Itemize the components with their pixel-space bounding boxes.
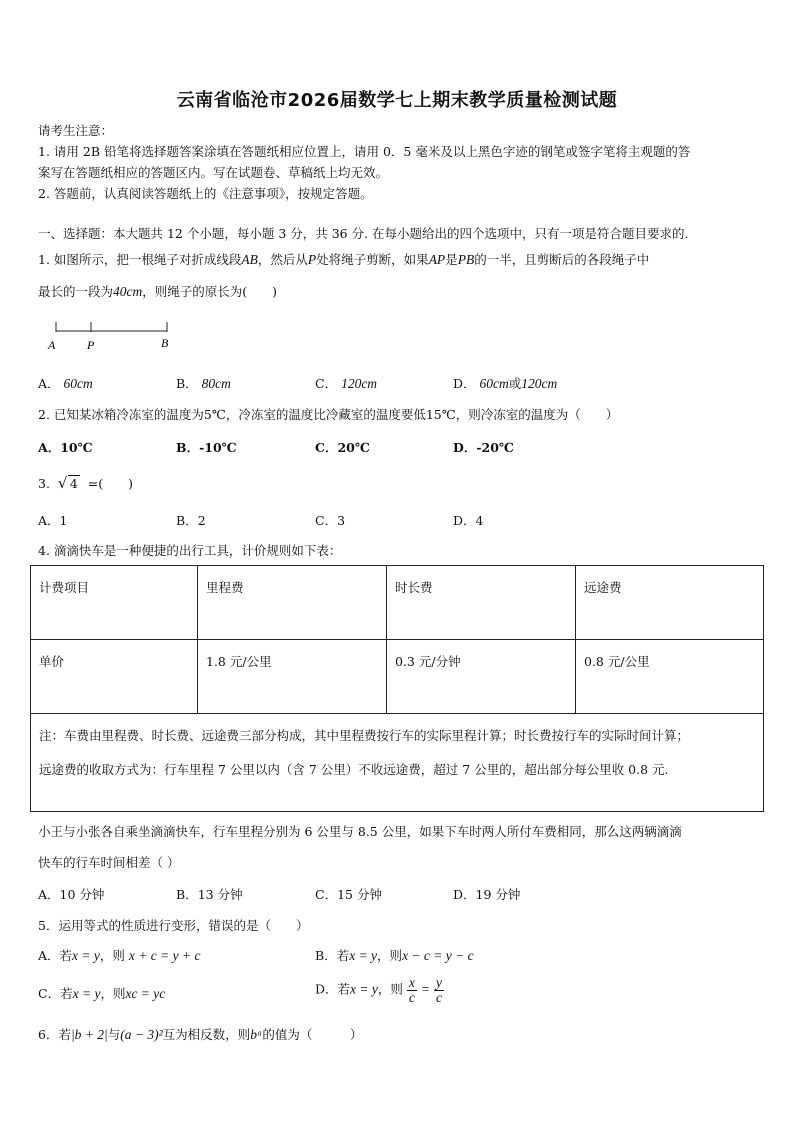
- then-word: ，则: [377, 948, 403, 963]
- option-letter: C．: [315, 513, 338, 528]
- notice-heading: 请考生注意：: [38, 123, 114, 138]
- q3-option-b[interactable]: [176, 511, 206, 529]
- option-value: 2: [197, 513, 206, 528]
- option-letter: B．: [176, 440, 200, 455]
- numerator: x: [408, 975, 415, 990]
- denominator: c: [408, 989, 415, 1005]
- q4-option-c[interactable]: [315, 885, 382, 903]
- numerator: y: [435, 975, 442, 990]
- q6-mid1: 与: [107, 1027, 121, 1042]
- q2-option-a[interactable]: [38, 438, 93, 456]
- q1-option-c[interactable]: [315, 374, 377, 392]
- square-expression: (a − 3)²: [120, 1027, 163, 1042]
- option-value: 15 分钟: [337, 887, 382, 902]
- notice-item-2: 2. 答题前，认真阅读答题纸上的《注意事项》，按规定答题。: [38, 186, 373, 201]
- q6-mid2: 互为相反数，则: [162, 1027, 251, 1042]
- option-letter: D．: [453, 887, 476, 902]
- question-6: [38, 1025, 362, 1043]
- condition: x = y: [349, 948, 378, 963]
- option-letter: A．: [38, 887, 60, 902]
- option-letter: D．: [453, 376, 476, 391]
- option-value: 20℃: [337, 440, 370, 455]
- q6-pre: 6．若: [38, 1027, 71, 1042]
- abs-expression: |b + 2|: [70, 1027, 108, 1042]
- option-connector: 或: [508, 376, 522, 391]
- table-note-cell: [31, 714, 764, 812]
- q5-option-a[interactable]: [38, 946, 200, 964]
- q1-line2-pre: 最长的一段为: [38, 284, 114, 299]
- option-letter: A．: [38, 376, 60, 391]
- option-letter: D．: [315, 981, 338, 997]
- option-value: 60cm: [63, 376, 93, 391]
- question-5: 5．运用等式的性质进行变形，错误的是（ ）: [38, 918, 309, 933]
- option-value: 1: [59, 513, 68, 528]
- label-b: B: [161, 336, 169, 350]
- table-cell: 单价: [31, 640, 198, 714]
- q1-pre: 1. 如图所示，把一根绳子对折成线段: [38, 252, 242, 267]
- table-note-row: [31, 714, 764, 812]
- option-result: x + c = y + c: [128, 948, 201, 963]
- q1-ap: AP: [428, 252, 446, 267]
- option-letter: A．: [38, 440, 61, 455]
- q1-option-d[interactable]: [453, 374, 557, 392]
- q1-length: 40cm: [113, 284, 143, 299]
- table-cell: 1.8 元/公里: [198, 640, 387, 714]
- if-word: 若: [60, 986, 73, 1001]
- table-header-row: [31, 566, 764, 640]
- question-4-intro: 4. 滴滴快车是一种便捷的出行工具，计价规则如下表：: [38, 543, 342, 558]
- option-letter: C．: [38, 986, 61, 1001]
- table-cell: 时长费: [387, 566, 576, 640]
- if-word: 若: [59, 948, 73, 963]
- option-value: 3: [337, 513, 346, 528]
- page-title: 云南省临沧市2026届数学七上期末教学质量检测试题: [176, 90, 618, 111]
- q1-mid4: 的一半，且剪断后的各段绳子中: [474, 252, 650, 267]
- q4-option-d[interactable]: [453, 885, 520, 903]
- option-letter: B．: [315, 948, 337, 963]
- option-value: 13 分钟: [197, 887, 243, 902]
- sqrt-expression: [58, 476, 80, 491]
- option-value: 60cm: [479, 376, 509, 391]
- label-a: A: [48, 338, 56, 352]
- option-letter: D．: [453, 513, 476, 528]
- then-word: ，则: [100, 986, 126, 1001]
- option-result: xc = yc: [125, 986, 166, 1001]
- option-letter: B．: [176, 887, 198, 902]
- section-heading: 一、选择题：本大题共 12 个小题，每小题 3 分，共 36 分. 在每小题给出的四个选项中，只有一项是符合题目要求的.: [38, 226, 689, 241]
- q1-mid3: 是: [445, 252, 458, 267]
- note-line-2: 远途费的收取方式为：行车里程 7 公里以内（含 7 公里）不收远途费，超过 7 公里的，超出部分每公里收 0.8 元.: [39, 762, 669, 777]
- option-result: x − c = y − c: [402, 948, 474, 963]
- table-cell: 计费项目: [31, 566, 198, 640]
- condition: x = y: [350, 981, 378, 997]
- radical-sign-icon: √: [57, 474, 68, 492]
- q1-pb: PB: [457, 252, 475, 267]
- radicand: 4: [69, 476, 78, 491]
- q4-option-a[interactable]: [38, 885, 104, 903]
- table-cell: 0.3 元/分钟: [387, 640, 576, 714]
- q5-option-b[interactable]: [315, 946, 474, 964]
- q2-option-b[interactable]: [176, 438, 237, 456]
- q1-mid2: 处将绳子剪断，如果: [316, 252, 429, 267]
- option-value: -10℃: [199, 440, 237, 455]
- q3-number: 3.: [38, 476, 50, 491]
- option-letter: C．: [315, 887, 338, 902]
- option-letter: D．: [453, 440, 477, 455]
- q6-post: 的值为（ ）: [262, 1027, 363, 1042]
- q1-option-a[interactable]: [38, 374, 93, 392]
- question-1-line-2: [38, 282, 277, 300]
- q1-mid1: ，然后从: [257, 252, 308, 267]
- segment-diagram: [44, 318, 184, 354]
- table-cell: 里程费: [198, 566, 387, 640]
- q2-option-d[interactable]: [453, 438, 514, 456]
- table-cell: 远途费: [576, 566, 764, 640]
- q1-p: P: [307, 252, 317, 267]
- question-1-line-1: [38, 250, 649, 268]
- option-letter: C．: [315, 440, 338, 455]
- option-value: 80cm: [201, 376, 231, 391]
- q1-option-b[interactable]: [176, 374, 231, 392]
- q3-option-a[interactable]: [38, 511, 67, 529]
- option-letter: A．: [38, 948, 60, 963]
- condition: x = y: [72, 948, 100, 963]
- table-cell: 0.8 元/公里: [576, 640, 764, 714]
- fraction-y-over-c: [434, 976, 444, 1004]
- question-3: [38, 474, 133, 492]
- note-line-1: 注：车费由里程费、时长费、远途费三部分构成，其中里程费按行车的实际里程计算；时长费按行车的实际时间计算；: [39, 728, 690, 743]
- option-letter: B．: [176, 376, 198, 391]
- if-word: 若: [336, 948, 350, 963]
- option-letter: B．: [176, 513, 198, 528]
- if-word: 若: [337, 981, 351, 997]
- denominator: c: [435, 989, 442, 1005]
- option-value: -20℃: [476, 440, 514, 455]
- notice-item-1-line-1: 1. 请用 2B 铅笔将选择题答案涂填在答题纸相应位置上，请用 0．5 毫米及以上黑色字迹的钢笔或签字笔将主观题的答: [38, 144, 691, 159]
- option-value: 4: [475, 513, 484, 528]
- notice-item-1-line-2: 案写在答题纸相应的答题区内。写在试题卷、草稿纸上均无效。: [38, 165, 389, 180]
- option-value: 10℃: [60, 440, 93, 455]
- q5-option-d[interactable]: [315, 976, 444, 1004]
- option-value: 120cm: [341, 376, 378, 391]
- label-p: P: [87, 338, 95, 352]
- fee-table: [30, 565, 764, 812]
- q1-ab: AB: [241, 252, 258, 267]
- q3-option-d[interactable]: [453, 511, 483, 529]
- q4-option-b[interactable]: [176, 885, 243, 903]
- q5-option-c[interactable]: [38, 984, 165, 1002]
- q3-option-c[interactable]: [315, 511, 345, 529]
- option-letter: C．: [315, 376, 338, 391]
- option-letter: A．: [38, 513, 60, 528]
- question-4-line-2: 快车的行车时间相差（ ）: [38, 855, 180, 870]
- question-4-line-1: 小王与小张各自乘坐滴滴快车，行车里程分别为 6 公里与 8.5 公里，如果下车时两人所付车费相同，那么这两辆滴滴: [38, 824, 682, 839]
- fraction-x-over-c: [407, 976, 417, 1004]
- power-expression: bᵃ: [250, 1027, 263, 1042]
- then-word: ，则: [377, 981, 403, 997]
- then-word: ，则: [99, 948, 125, 963]
- option-value: 19 分钟: [475, 887, 521, 902]
- q3-post: =( ): [87, 476, 134, 491]
- q1-line2-post: ，则绳子的原长为( ): [142, 284, 278, 299]
- q2-option-c[interactable]: [315, 438, 370, 456]
- option-value: 10 分钟: [59, 887, 105, 902]
- question-2: 2. 已知某冰箱冷冻室的温度为5℃，冷冻室的温度比冷藏室的温度要低15℃，则冷冻室的温度为（ ）: [38, 407, 619, 422]
- table-row: [31, 640, 764, 714]
- equals-sign: =: [420, 981, 430, 997]
- option-value-2: 120cm: [521, 376, 558, 391]
- condition: x = y: [72, 986, 101, 1001]
